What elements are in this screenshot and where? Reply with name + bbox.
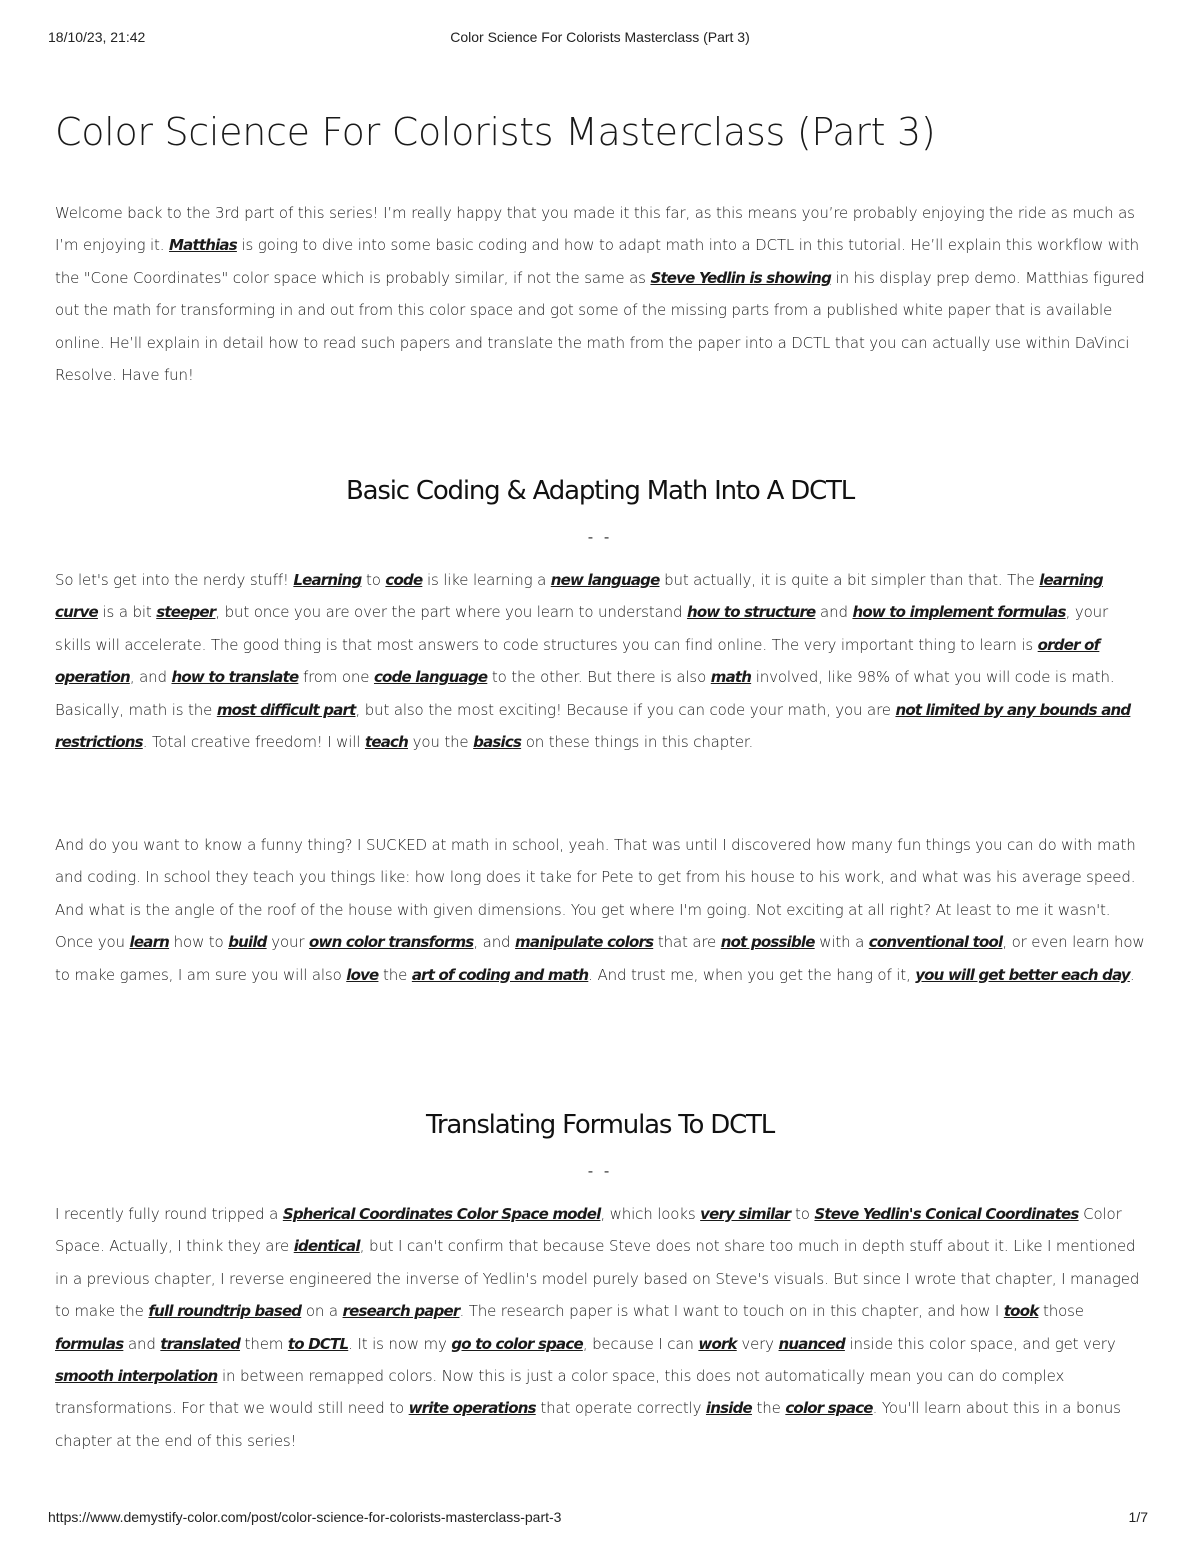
body-text: I recently fully round tripped a: [55, 1205, 283, 1223]
emphasis-text: code language: [373, 668, 488, 687]
section-divider: - -: [587, 1162, 613, 1180]
emphasis-text: how to structure: [686, 603, 816, 622]
emphasis-text: conventional tool: [868, 933, 1003, 952]
emphasis-text: Steve Yedlin's Conical Coordinates: [814, 1205, 1079, 1223]
body-text: . You'll learn about this in a bonus chapter at the end of this series!: [55, 1399, 1121, 1450]
emphasis-text: not limited by any bounds and restrictions: [55, 700, 1131, 752]
body-text: to the other. But there is also: [487, 668, 711, 687]
body-text: but actually, it is quite a bit simpler than that. The: [659, 571, 1040, 589]
body-text: , but I can't confirm that because Steve does not share too much in depth stuff about it. Like I mentioned in a previous chapter, I reverse engineered the inverse of Yedlin's model purely based on Steve's visuals. But since I wrote that chapter, I managed to make the: [55, 1237, 1140, 1321]
print-datetime: 18/10/23, 21:42: [48, 29, 146, 45]
emphasis-text: identical: [293, 1237, 360, 1256]
body-text: you the: [408, 733, 474, 752]
body-text: and: [815, 603, 853, 622]
emphasis-text: you will get better each day: [915, 965, 1130, 984]
body-text: and: [123, 1334, 161, 1353]
emphasis-text: Learning: [293, 571, 362, 589]
article-title: Color Science For Colorists Masterclass (Part 3): [55, 110, 936, 154]
body-text: .: [1129, 965, 1135, 984]
body-text: . And trust me, when you get the hang of it,: [588, 965, 916, 984]
emphasis-text: write operations: [408, 1399, 536, 1418]
emphasis-text: manipulate colors: [515, 933, 654, 952]
emphasis-text: translated: [160, 1334, 241, 1353]
emphasis-text: art of coding and math: [411, 965, 589, 984]
print-header: [0, 29, 1200, 49]
inline-link[interactable]: Matthias: [169, 236, 237, 255]
body-text: , and: [129, 668, 172, 687]
body-text: . Total creative freedom! I will: [142, 733, 365, 752]
emphasis-text: learning curve: [55, 571, 1103, 622]
body-text: the: [751, 1399, 786, 1418]
body-text: that are: [653, 933, 721, 952]
body-text: is a bit: [97, 603, 157, 622]
body-text: to: [361, 571, 386, 589]
emphasis-text: code: [385, 571, 423, 589]
paragraph-math-in-school: [55, 829, 1145, 991]
emphasis-text: love: [346, 965, 379, 984]
emphasis-text: go to color space: [451, 1334, 583, 1353]
print-footer: [0, 1509, 1200, 1529]
emphasis-text: to DCTL: [287, 1334, 349, 1353]
body-text: on a: [301, 1302, 343, 1321]
emphasis-text: math: [710, 668, 752, 687]
body-text: is going to dive into some basic coding and how to adapt math into a DCTL in this tutorial. He’ll explain this workflow with the "Cone Coordinates" color space which is probably similar, if not the same as: [55, 236, 1139, 287]
body-text: , your skills will accelerate. The good thing is that most answers to code structures you can find online. The very important thing to learn is: [55, 603, 1109, 654]
emphasis-text: very similar: [700, 1205, 791, 1223]
body-text: And do you want to know a funny thing? I SUCKED at math in school, yeah. That was until I discovered how many fun things you can do with math and coding. In school they teach you things like: how long does it take for Pete to get from his house to his work, and what was his average speed. And what is the angle of the roof of the house with given dimensions. You get where I'm going. Not exciting at all right? At least to me it wasn't. Once you: [55, 836, 1136, 952]
emphasis-text: how to translate: [171, 668, 299, 687]
emphasis-text: Spherical Coordinates Color Space model: [282, 1205, 601, 1223]
body-text: very: [736, 1334, 779, 1353]
emphasis-text: steeper: [156, 603, 216, 622]
emphasis-text: own color transforms: [309, 933, 474, 952]
body-text: Welcome back to the 3rd part of this series! I’m really happy that you made it this far, as this means you’re probably enjoying the ride as much as I’m enjoying it.: [55, 204, 1135, 255]
emphasis-text: most difficult part: [216, 700, 356, 719]
emphasis-text: color space: [785, 1399, 873, 1418]
body-text: on these things in this chapter.: [521, 733, 754, 752]
body-text: , but once you are over the part where you learn to understand: [215, 603, 687, 622]
print-page-number: 1/7: [1128, 1509, 1148, 1525]
section-divider: - -: [587, 528, 613, 546]
emphasis-text: order of operation: [55, 635, 1100, 687]
body-text: your: [266, 933, 309, 952]
section-heading-basic-coding: Basic Coding & Adapting Math Into A DCTL: [345, 476, 855, 506]
emphasis-text: research paper: [342, 1302, 460, 1321]
emphasis-text: inside: [705, 1399, 752, 1418]
body-text: is like learning a: [422, 571, 551, 589]
emphasis-text: took: [1003, 1302, 1039, 1321]
emphasis-text: basics: [473, 733, 522, 752]
inline-link[interactable]: Steve Yedlin is showing: [650, 268, 832, 287]
body-text: inside this color space, and get very: [844, 1334, 1116, 1353]
paragraph-learning-to-code: [55, 564, 1145, 758]
body-text: involved, like 98% of what you will code is math. Basically, math is the: [55, 668, 1115, 719]
emphasis-text: nuanced: [778, 1334, 845, 1353]
emphasis-text: build: [228, 933, 267, 952]
body-text: that operate correctly: [535, 1399, 706, 1418]
emphasis-text: smooth interpolation: [55, 1367, 218, 1386]
section-heading-translating-formulas: Translating Formulas To DCTL: [425, 1110, 775, 1140]
body-text: with a: [814, 933, 869, 952]
body-text: . It is now my: [348, 1334, 452, 1353]
emphasis-text: teach: [364, 733, 408, 752]
body-text: from one: [298, 668, 374, 687]
emphasis-text: how to implement formulas: [852, 603, 1066, 622]
print-url: https://www.demystify-color.com/post/color-science-for-colorists-masterclass-part-3: [48, 1509, 562, 1525]
body-text: Color Space. Actually, I think they are: [55, 1205, 1122, 1256]
body-text: . The research paper is what I want to touch on in this chapter, and how I: [459, 1302, 1004, 1321]
emphasis-text: learn: [129, 933, 170, 952]
emphasis-text: formulas: [55, 1334, 124, 1353]
emphasis-text: full roundtrip based: [148, 1302, 302, 1321]
emphasis-text: not possible: [720, 933, 815, 952]
body-text: , because I can: [582, 1334, 699, 1353]
body-text: , which looks: [600, 1205, 701, 1223]
body-text: in his display prep demo. Matthias figured out the math for transforming in and out from this color space and got some of the missing parts from a published white paper that is available online. He’ll explain in detail how to read such papers and translate the math from the paper into a DCTL that you can actually use within DaVinci Resolve. Have fun!: [55, 268, 1145, 385]
intro-paragraph: [55, 197, 1145, 391]
body-text: them: [240, 1334, 288, 1353]
body-text: how to: [169, 933, 229, 952]
body-text: , but also the most exciting! Because if you can code your math, you are: [355, 700, 896, 719]
emphasis-text: work: [698, 1334, 737, 1353]
body-text: , and: [473, 933, 516, 952]
body-text: So let's get into the nerdy stuff!: [55, 571, 294, 589]
body-text: in between remapped colors. Now this is just a color space, this does not automatically mean you can do complex transformations. For that we would still need to: [55, 1367, 1065, 1418]
body-text: to: [790, 1205, 815, 1223]
body-text: the: [378, 965, 412, 984]
body-text: those: [1038, 1302, 1084, 1321]
emphasis-text: new language: [550, 571, 660, 589]
print-page-title: Color Science For Colorists Masterclass (Part 3): [450, 29, 750, 45]
body-text: , or even learn how to make games, I am sure you will also: [55, 933, 1145, 984]
paragraph-spherical-coordinates: [55, 1198, 1145, 1457]
